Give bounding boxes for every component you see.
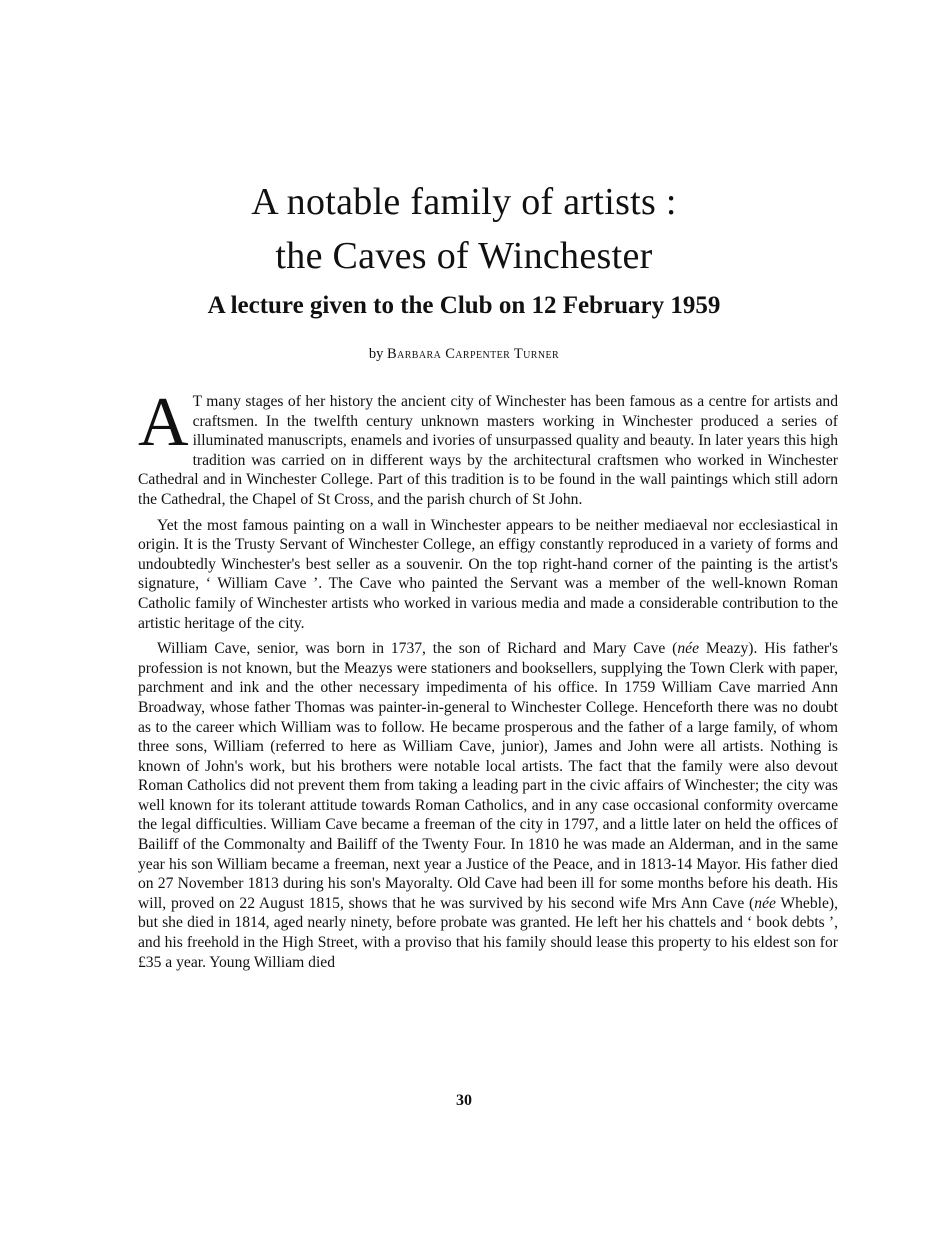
- byline: [0, 346, 928, 363]
- byline-prefix: by: [368, 346, 384, 362]
- paragraph-3-italic-nee-2: née: [754, 894, 776, 912]
- drop-cap: A: [138, 384, 189, 461]
- article-subtitle: A lecture given to the Club on 12 February 1959: [207, 292, 721, 319]
- article-title-line-2: the Caves of Winchester: [275, 235, 653, 277]
- paragraph-2: Yet the most famous painting on a wall in Winchester appears to be neither mediaeval nor ecclesiastical in origin. It is the Trusty Servant of Winchester College, an effigy constantly reproduced in a variety of forms and undoubtedly Winchester's best seller as a souvenir. On the top right-hand corner of the painting is the artist's signature, ‘ William Cave ’. The Cave who painted the Servant was a member of the well-known Roman Catholic family of Winchester artists who worked in various media and made a considerable contribution to the artistic heritage of the city.: [138, 516, 838, 632]
- paragraph-1: [138, 384, 838, 510]
- paragraph-3-text-c: Wheble), but she died in 1814, aged nearly ninety, before probate was granted. He left her his chattels and ‘ book debts ’, and his freehold in the High Street, with a proviso that his family should lease this property to his eldest son for £35 a year. Young William died: [138, 894, 838, 971]
- article-body: [138, 384, 838, 978]
- paragraph-3-text-a: William Cave, senior, was born in 1737, the son of Richard and Mary Cave (: [157, 640, 678, 658]
- paragraph-1-text: T many stages of her history the ancient city of Winchester has been famous as a centre for artists and craftsmen. In the twelfth century unknown masters working in Winchester produced a series of illuminated manuscripts, enamels and ivories of unsurpassed quality and beauty. In later years this high tradition was carried on in different ways by the architectural craftsmen who worked in Winchester Cathedral and in Winchester College. Part of this tradition is to be found in the wall paintings which still adorn the Cathedral, the Chapel of St Cross, and the parish church of St John.: [138, 393, 838, 508]
- article-title-line-1: A notable family of artists :: [251, 181, 677, 223]
- paragraph-3: [138, 639, 838, 972]
- paragraph-3-italic-nee-1: née: [677, 640, 700, 658]
- paragraph-3-text-b: Meazy). His father's profession is not known, but the Meazys were stationers and booksellers, supplying the Town Clerk with paper, parchment and ink and the other necessary impedimenta of his office. In 1759 William Cave married Ann Broadway, whose father Thomas was painter-in-general to Winchester College. Henceforth there was no doubt as to the career which William was to follow. He became prosperous and the father of a large family, of whom three sons, William (referred to here as William Cave, junior), James and John were all artists. Nothing is known of John's work, but his brothers were notable local artists. The fact that the family were also devout Roman Catholics did not prevent them from taking a leading part in the civic affairs of Winchester; the city was well known for its tolerant attitude towards Roman Catholics, and in any case occasional conformity overcame the legal difficulties. William Cave became a freeman of the city in 1797, and a little later on held the offices of Bailiff of the Commonalty and Bailiff of the Twenty Four. In 1810 he was made an Alderman, and in the same year his son William became a freeman, next year a Justice of the Peace, and in 1813-14 Mayor. His father died on 27 November 1813 during his son's Mayoralty. Old Cave had been ill for some months before his death. His will, proved on 22 August 1815, shows that he was survived by his second wife Mrs Ann Cave (: [138, 640, 838, 912]
- page-number: 30: [456, 1092, 472, 1109]
- author-name: Barbara Carpenter Turner: [387, 346, 560, 362]
